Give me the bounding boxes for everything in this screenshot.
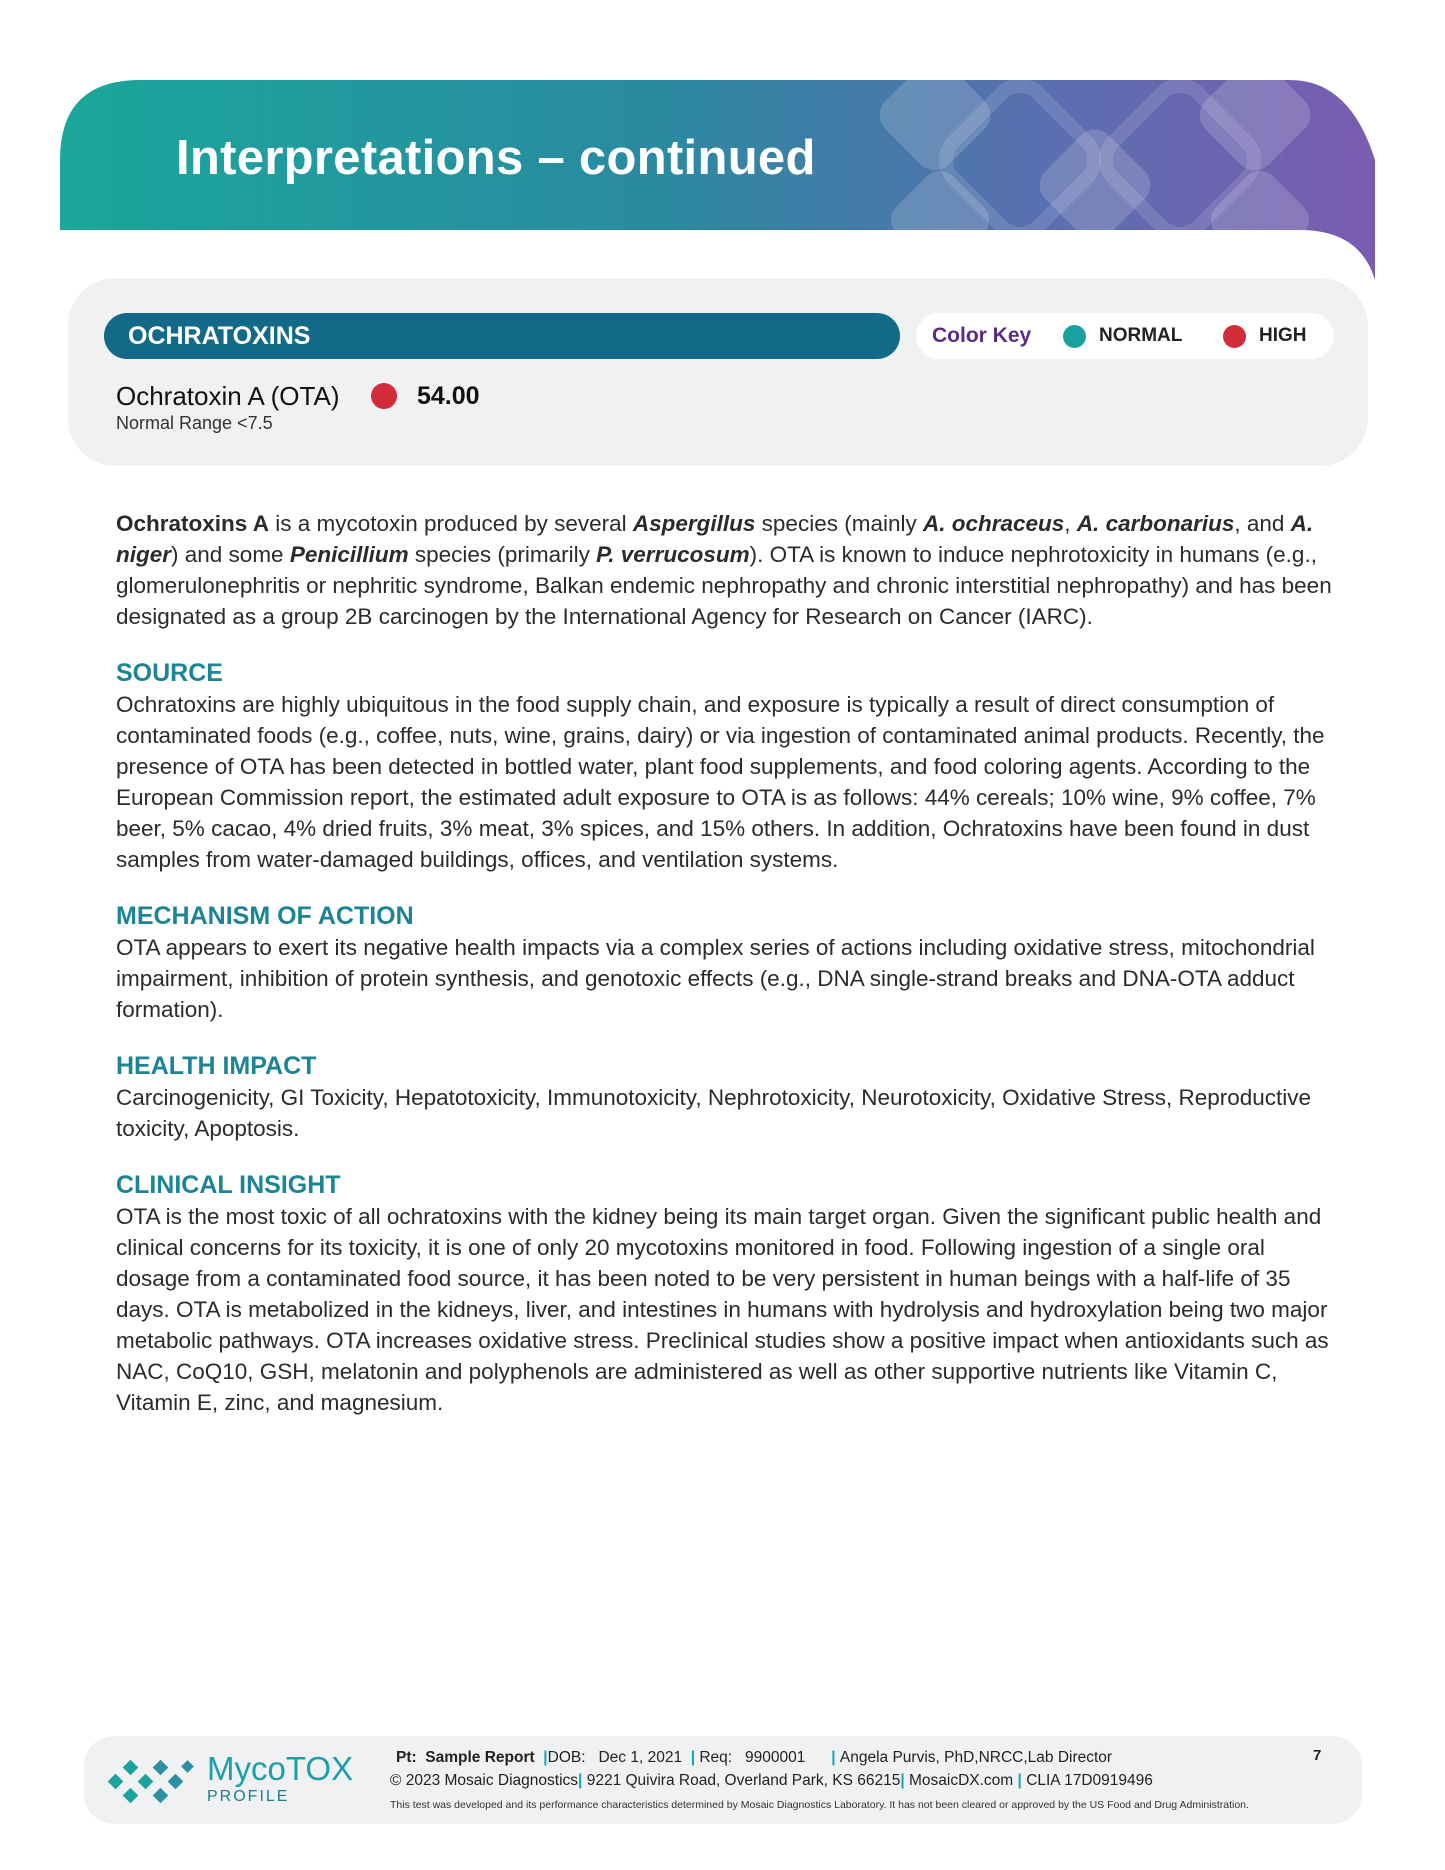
intro-text: ). OTA is known to induce nephrotoxicity in humans (e.g., glomerulonephritis or nephritic syndrome, Balkan endemic nephropathy and chronic interstitial nephropathy) and has been designated as a group 2B carcinogen by the International Agency for Research on Cancer (IARC). [116, 542, 1332, 629]
intro-species: A. niger [116, 511, 1314, 567]
clinical-insight-text: OTA is the most toxic of all ochratoxins with the kidney being its main target organ. Given the significant public health and clinical concerns for its toxicity, it is one of only 20 mycotoxins monitored in food. Following ingestion of a single oral dosage from a contaminated food source, it has been noted to be very persistent in human beings with a half-life of 35 days. OTA is metabolized in the kidneys, liver, and intestines in humans with hydrolysis and hydroxylation being two major metabolic pathways. OTA increases oxidative stress. Preclinical studies show a positive impact when antioxidants such as NAC, CoQ10, GSH, melatonin and polyphenols are administered as well as other supportive nutrients like Vitamin C, Vitamin E, zinc, and magnesium. [116, 1204, 1329, 1415]
intro-species: A. ochraceus [922, 511, 1065, 536]
logo-subtitle: PROFILE [207, 1788, 290, 1805]
copyright: © 2023 Mosaic Diagnostics [390, 1772, 579, 1789]
footer-company-line: © 2023 Mosaic Diagnostics| 9221 Quivira Road, Overland Park, KS 66215| MosaicDX.com | CLIA 17D0919496 [390, 1772, 1153, 1789]
interpretation-body [116, 508, 1336, 1418]
intro-species: A. carbonarius [1076, 511, 1235, 536]
dob-label: DOB: [547, 1749, 586, 1766]
source-heading: SOURCE [116, 659, 223, 687]
intro-text: is a mycotoxin produced by several [268, 511, 633, 536]
intro-species: P. verrucosum [596, 542, 750, 567]
health-impact-text: Carcinogenicity, GI Toxicity, Hepatotoxicity, Immunotoxicity, Nephrotoxicity, Neurotoxicity, Oxidative Stress, Reproductive toxicity, Apoptosis. [116, 1085, 1312, 1141]
analyte-value: 54.00 [417, 382, 480, 410]
mechanism-heading: MECHANISM OF ACTION [116, 902, 414, 930]
patient-value: Sample Report [425, 1749, 535, 1766]
intro-text: , [1064, 511, 1077, 536]
req-value: 9900001 [745, 1749, 806, 1766]
footer-patient-line: Pt: Sample Report |DOB: Dec 1, 2021 | Req: 9900001 | Angela Purvis, PhD,NRCC,Lab Director [396, 1749, 1113, 1766]
address: 9221 Quivira Road, Overland Park, KS 66215 [586, 1772, 901, 1789]
color-key-title: Color Key [932, 324, 1032, 347]
footer-disclaimer: This test was developed and its performance characteristics determined by Mosaic Diagnostics Laboratory. It has not been cleared or approved by the US Food and Drug Administration. [390, 1799, 1249, 1811]
source-text: Ochratoxins are highly ubiquitous in the food supply chain, and exposure is typically a result of direct consumption of contaminated foods (e.g., coffee, nuts, wine, grains, dairy) or via ingestion of contaminated animal products. Recently, the presence of OTA has been detected in bottled water, plant food supplements, and food coloring agents. According to the European Commission report, the estimated adult exposure to OTA is as follows: 44% cereals; 10% wine, 9% coffee, 7% beer, 5% cacao, 4% dried fruits, 3% meat, 3% spices, and 15% others. In addition, Ochratoxins have been found in dust samples from water-damaged buildings, offices, and ventilation systems. [116, 692, 1325, 872]
color-key [916, 313, 1334, 359]
patient-label: Pt: [396, 1749, 417, 1766]
logo-name: MycoTOX [207, 1750, 354, 1787]
normal-dot-icon [1063, 325, 1086, 348]
health-impact-heading: HEALTH IMPACT [116, 1052, 317, 1080]
result-panel [68, 278, 1368, 466]
mechanism-text: OTA appears to exert its negative health impacts via a complex series of actions including oxidative stress, mitochondrial impairment, inhibition of protein synthesis, and genotoxic effects (e.g., DNA single-strand breaks and DNA-OTA adduct formation). [116, 935, 1315, 1022]
clinical-insight-heading: CLINICAL INSIGHT [116, 1171, 341, 1199]
analyte-normal-range: Normal Range <7.5 [116, 413, 273, 433]
section-title: OCHRATOXINS [104, 313, 900, 359]
high-status-dot-icon [371, 383, 397, 409]
intro-lead: Ochratoxins A [116, 511, 269, 536]
req-label: Req: [699, 1749, 733, 1766]
header-banner [60, 80, 1375, 280]
mycotox-logo-icon [106, 1754, 198, 1810]
website: MosaicDX.com [909, 1772, 1014, 1789]
intro-text: ) and some [171, 542, 290, 567]
intro-text: , and [1234, 511, 1291, 536]
intro-paragraph [116, 508, 1336, 632]
dob-value: Dec 1, 2021 [598, 1749, 683, 1766]
high-dot-icon [1223, 325, 1246, 348]
clia: CLIA 17D0919496 [1026, 1772, 1153, 1789]
page-title: Interpretations – continued [176, 131, 816, 185]
lab-director: Angela Purvis, PhD,NRCC,Lab Director [839, 1749, 1113, 1766]
intro-text: species (mainly [755, 511, 923, 536]
color-key-high: HIGH [1259, 325, 1307, 346]
intro-genus: Penicillium [289, 542, 409, 567]
intro-genus: Aspergillus [632, 511, 756, 536]
color-key-normal: NORMAL [1099, 325, 1183, 346]
intro-text: species (primarily [408, 542, 597, 567]
analyte-name: Ochratoxin A (OTA) [116, 381, 340, 411]
page-number: 7 [1313, 1747, 1322, 1764]
